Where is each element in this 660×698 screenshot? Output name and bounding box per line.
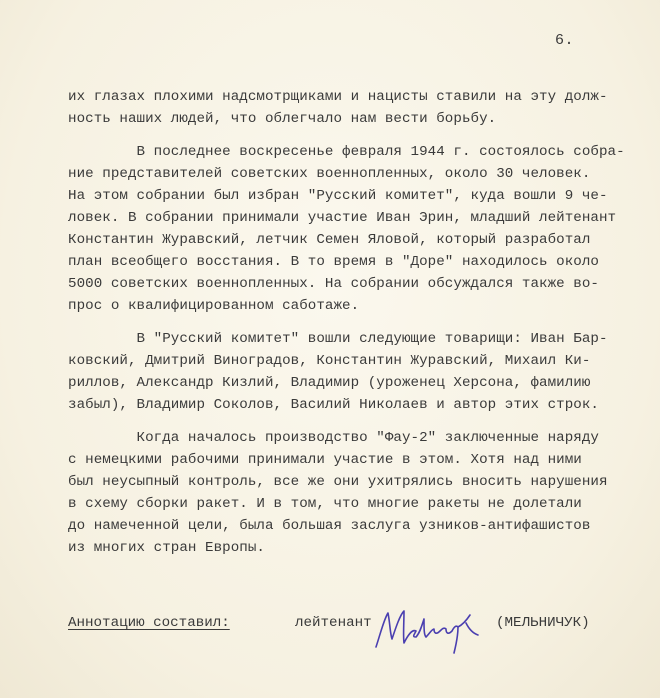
text-line: Константин Журавский, летчик Семен Яловой, который разработал	[68, 232, 591, 248]
author-name: (МЕЛЬНИЧУК)	[496, 615, 590, 631]
text-line: из многих стран Европы.	[68, 540, 265, 556]
text-line: с немецкими рабочими принимали участие в этом. Хотя над ними	[68, 452, 582, 468]
text-line: ность наших людей, что облегчало нам вести борьбу.	[68, 111, 497, 127]
text-line: прос о квалифицированном саботаже.	[68, 298, 360, 314]
text-line: На этом собрании был избран "Русский комитет", куда вошли 9 че-	[68, 188, 608, 204]
text-line: В "Русский комитет" вошли следующие товарищи: Иван Бар-	[68, 331, 608, 347]
text-line: в схему сборки ракет. И в том, что многие ракеты не долетали	[68, 496, 582, 512]
author-rank: лейтенант	[295, 615, 372, 631]
text-line: 5000 советских военнопленных. На собрании обсуждался также во-	[68, 276, 599, 292]
annotation-author-label: Аннотацию составил:	[68, 615, 230, 631]
text-line: ковский, Дмитрий Виноградов, Константин Журавский, Михаил Ки-	[68, 353, 591, 369]
text-line: до намеченной цели, была большая заслуга узников-антифашистов	[68, 518, 591, 534]
text-line: ние представителей советских военнопленных, около 30 человек.	[68, 166, 591, 182]
text-line: их глазах плохими надсмотрщиками и нацисты ставили на эту долж-	[68, 89, 608, 105]
text-line: риллов, Александр Кизлий, Владимир (уроженец Херсона, фамилию	[68, 375, 591, 391]
signature-block	[68, 615, 590, 695]
text-line: был неусыпный контроль, все же они ухитрялись вносить нарушения	[68, 474, 608, 490]
text-line: забыл), Владимир Соколов, Василий Николаев и автор этих строк.	[68, 397, 599, 413]
text-line: ловек. В собрании принимали участие Иван Эрин, младший лейтенант	[68, 210, 617, 226]
text-line: В последнее воскресенье февраля 1944 г. состоялось собра-	[68, 144, 625, 160]
handwritten-signature-icon	[370, 605, 485, 655]
text-line: план всеобщего восстания. В то время в "Доре" находилось около	[68, 254, 599, 270]
page-number: 6.	[555, 32, 575, 49]
text-line: Когда началось производство "Фау-2" заключенные наряду	[68, 430, 599, 446]
